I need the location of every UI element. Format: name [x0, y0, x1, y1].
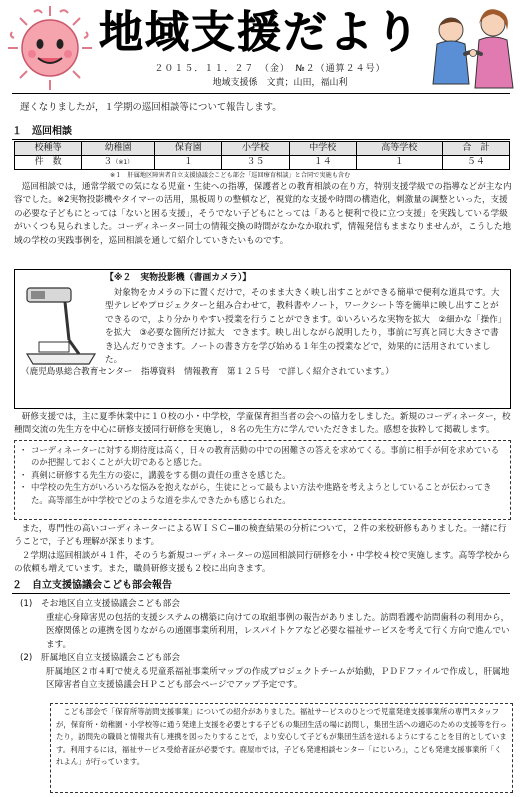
table-cell — [82, 156, 155, 170]
section-2-rule — [12, 593, 510, 594]
kindergarten-note: （※1） — [112, 158, 134, 166]
table-header-cell: 高等学校 — [356, 142, 442, 156]
kindergarten-count: ３ — [103, 156, 113, 167]
training-support-paragraph: 研修支援では，主に夏季休業中に１０校の小・中学校，学童保育担当者の会への協力をしました。新規のコーディネーター，校種間交流の先生方を中心に研修支援同行研修を実施し，８名の先生方に学んでいただきました。感想を抜粋して掲載します。 — [14, 412, 511, 436]
header-divider — [12, 93, 510, 94]
table-cell: ３５ — [222, 156, 289, 170]
sun-face-icon — [4, 4, 96, 92]
consultation-paragraph: 巡回相談では，通常学級での気になる児童・生徒への指導，保護者との教育相談の在り方，特別支援学級での指導などが主な内容でした。※2実物投影機やタイマーの活用，黒板周りの整頓など，視覚的な支援や時間の構造化，刺激量の調整といった，支援の必要な子どもにとっては「ないと困る支援」，そうでない子どもにとっては「あると便利で役に立つ支援」を実践している学級がいくつも見られました。コーディネーター同士の情報交換の時間がなかなか取れず，情報発信もままなりませんが，こうした地域の学校の実践事例を，巡回相談を通して紹介していきたいものです。 — [14, 182, 512, 246]
list-item: ・ 真剣に研修する先生方の姿に，講義をする側の責任の重さを感じた。 — [19, 469, 507, 481]
subsection-1-body: 重症心身障害児の包括的支援システムの構築に向けての取組事例の報告がありました。訪問看護や訪問歯科の利用から，医療関係との連携を図りながらの通園事業所利用，レスパイトケアなど必要な福祉サービスを考えて行く方向で進んでいます。 — [46, 613, 510, 650]
section-1-rule — [12, 139, 510, 140]
list-item: ・ コーディネーターに対する期待度は高く，日々の教育活動の中での困難さの答えを求めてくる。事前に相手が何を求めているのか把握しておくことが大切であると感じた。 — [19, 444, 507, 469]
table-header-cell: 合 計 — [442, 142, 509, 156]
newsletter-title: 地域支援だより — [99, 7, 421, 58]
header — [0, 0, 522, 96]
staff-line: 地域支援係 文責；山田，福山利 — [212, 78, 348, 88]
handshake-people-icon — [425, 4, 521, 94]
table-cell: １４ — [289, 156, 356, 170]
table-row — [15, 156, 510, 170]
table-cell: ５４ — [442, 156, 509, 170]
consultation-count-table — [14, 141, 510, 170]
impressions-box — [14, 440, 511, 520]
visit-support-note: こども部会で「保育所等訪問支援事業」についての紹介がありました。福祉サービスのひとつで児童発達支援事業所の専門スタッフが，保育所・幼稚園・小学校等に通う発達上支援を必要とする子どもの集団生活の場に訪問し，集団生活への適応のための支援等を行ったり，訪問先の職員と情報共有し連携を図ったりすることで，より安心して子どもが集団生活を送れるようにすることを目的としています。利用するには，福祉サービス受給者証が必要です。鹿屋市では，子ども発達相談センター「にじいろ」，こども発達支援事業所「くれよん」が行っています。 — [50, 703, 513, 793]
section-2-heading: ２ 自立支援協議会こども部会報告 — [12, 580, 172, 591]
issue-date-line: ２０１５．１１．２７ （金） №２（通算２４号） — [154, 64, 386, 74]
table-header-row — [15, 142, 510, 156]
subsection-2-heading: (2) 肝属地区自立支援協議会こども部会 — [20, 653, 180, 663]
intro-text: 遅くなりましたが，１学期の巡回相談等について報告します。 — [20, 102, 282, 113]
table-header-cell: 小学校 — [222, 142, 289, 156]
table-row-label: 件 数 — [15, 156, 82, 170]
section-1-heading: １ 巡回相談 — [12, 126, 72, 137]
table-header-cell: 幼稚園 — [82, 142, 155, 156]
table-header-cell: 保育園 — [155, 142, 222, 156]
table-header-cell: 校種等 — [15, 142, 82, 156]
projector-box-source: （鹿児島県総合教育センター 指導資料 情報教育 第１２５号 で詳しく紹介されています。） — [21, 367, 394, 377]
table-cell: １ — [356, 156, 442, 170]
subsection-1-heading: (1) そお地区自立支援協議会こども部会 — [20, 599, 180, 609]
table-footnote: ※１ 肝属地区障害者自立支援協議会こども部会「巡回療育相談」と合同で実施も含む — [110, 172, 351, 179]
projector-box-title: 【※２ 実物投影機（書画カメラ）】 — [105, 273, 252, 283]
table-header-cell: 中学校 — [289, 142, 356, 156]
projector-box-body: 対象物をカメラの下に置くだけで，そのまま大きく映し出すことができる簡単で便利な道具です。大型テレビやプロジェクターと組み合わせて，教科書やノート，ワークシート等を簡単に映し出すことができるので，より分かりやすい授業を行うことができます。①いろいろな実物を拡大 ②細かな「操作」を拡大 ③必要な箇所だけ拡大 できます。映し出しながら説明したり，事前に写真と同じ大きさで書き込んだりできます。ノートの書き方を学び始める１年生の授業などで，効果的に活用されていました。 — [105, 288, 502, 366]
table-cell: １ — [155, 156, 222, 170]
wisc-paragraph: また，専門性の高いコーディネーターによるＷＩＳＣ−Ⅲの検査結果の分析について，２件の来校研修もありました。一緒に行うことで，子ども理解が深まります。 — [14, 524, 507, 548]
subsection-2-body: 肝属地区２市４町で使える児童系福祉事業所マップの作成プロジェクトチームが始動，ＰＤＦファイルで作成し，肝属地区障害者自立支援協議会ＨＰこども部会ページでアップ予定です。 — [46, 667, 510, 691]
projector-info-box — [14, 269, 511, 409]
impressions-list — [19, 444, 507, 506]
second-term-paragraph: ２学期は巡回相談が４１件，そのうち新規コーディネーターの巡回相談同行研修を小・中学校４校で実施します。高等学校からの依頼も増えています。また，職員研修支援も２校に出向きます。 — [14, 551, 511, 575]
document-camera-icon — [21, 280, 101, 368]
list-item: ・ 中学校の先生方がいろいろな悩みを抱えながら，生徒にとって最もよい方法や進路を考えようとしていることが伝わってきた。高等部生が中学校でどのような道を歩んできたかも感じられた。 — [19, 481, 507, 506]
